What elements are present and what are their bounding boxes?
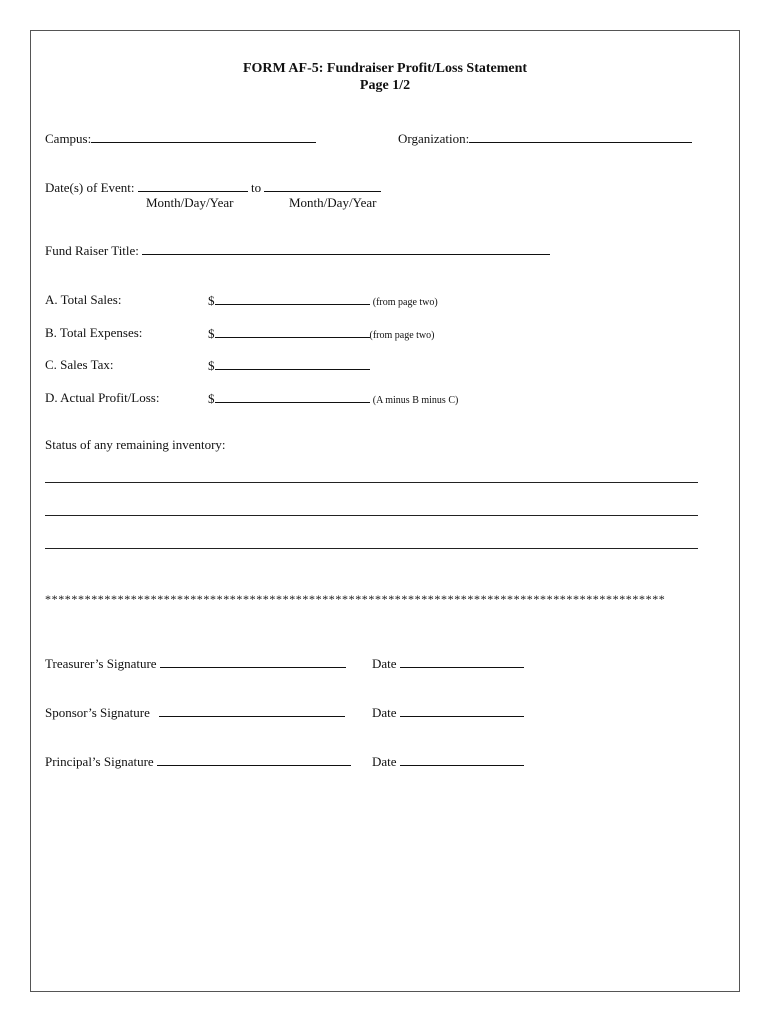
- sales-tax-field[interactable]: [215, 357, 370, 370]
- inventory-line-3[interactable]: [45, 548, 698, 549]
- actual-profit-loss-field[interactable]: [215, 390, 370, 403]
- organization-field[interactable]: [469, 130, 692, 143]
- principal-signature-field[interactable]: [157, 753, 351, 766]
- page-number: Page 1/2: [359, 78, 411, 93]
- total-expenses-note: (from page two): [369, 330, 435, 341]
- treasurer-date-label: Date: [372, 656, 397, 671]
- event-dates-row: [45, 179, 381, 196]
- total-expenses-label: B. Total Expenses:: [45, 325, 143, 340]
- treasurer-date-field[interactable]: [400, 655, 524, 668]
- total-expenses-field[interactable]: [215, 325, 370, 338]
- form-page-border: [30, 30, 740, 992]
- event-dates-to: to: [251, 180, 262, 195]
- total-expenses-row: [208, 325, 434, 342]
- inventory-label: Status of any remaining inventory:: [45, 437, 226, 452]
- treasurer-date-row: [372, 655, 524, 672]
- date-format-hint-2: Month/Day/Year: [289, 195, 377, 210]
- campus-field[interactable]: [91, 130, 316, 143]
- organization-row: [398, 130, 692, 147]
- principal-signature-label: Principal’s Signature: [45, 754, 154, 769]
- section-separator: **********************************************************************************************: [45, 592, 666, 606]
- inventory-line-1[interactable]: [45, 482, 698, 483]
- date-format-hint-1: Month/Day/Year: [146, 195, 234, 210]
- principal-date-row: [372, 753, 524, 770]
- actual-profit-loss-row: [208, 390, 458, 407]
- sponsor-date-label: Date: [372, 705, 397, 720]
- event-start-date-field[interactable]: [138, 179, 248, 192]
- fund-raiser-title-row: [45, 242, 550, 259]
- currency-symbol: $: [208, 293, 215, 308]
- treasurer-signature-field[interactable]: [160, 655, 346, 668]
- fund-raiser-title-field[interactable]: [142, 242, 550, 255]
- organization-label: Organization:: [398, 131, 470, 146]
- principal-date-field[interactable]: [400, 753, 524, 766]
- actual-profit-loss-label: D. Actual Profit/Loss:: [45, 390, 160, 405]
- currency-symbol: $: [208, 358, 215, 373]
- campus-label: Campus:: [45, 131, 92, 146]
- sponsor-signature-row: [45, 704, 345, 721]
- sales-tax-label: C. Sales Tax:: [45, 357, 114, 372]
- fund-raiser-title-label: Fund Raiser Title:: [45, 243, 139, 258]
- sponsor-date-row: [372, 704, 524, 721]
- total-sales-label: A. Total Sales:: [45, 292, 122, 307]
- sponsor-signature-field[interactable]: [159, 704, 345, 717]
- form-title: FORM AF-5: Fundraiser Profit/Loss Statement: [242, 61, 528, 76]
- sponsor-date-field[interactable]: [400, 704, 524, 717]
- currency-symbol: $: [208, 391, 215, 406]
- campus-row: [45, 130, 316, 147]
- event-end-date-field[interactable]: [264, 179, 381, 192]
- principal-date-label: Date: [372, 754, 397, 769]
- total-sales-row: [208, 292, 438, 309]
- total-sales-field[interactable]: [215, 292, 370, 305]
- actual-profit-loss-note: (A minus B minus C): [372, 395, 459, 406]
- treasurer-signature-label: Treasurer’s Signature: [45, 656, 157, 671]
- principal-signature-row: [45, 753, 351, 770]
- treasurer-signature-row: [45, 655, 346, 672]
- currency-symbol: $: [208, 326, 215, 341]
- sales-tax-row: [208, 357, 370, 374]
- inventory-line-2[interactable]: [45, 515, 698, 516]
- total-sales-note: (from page two): [372, 297, 438, 308]
- event-dates-label: Date(s) of Event:: [45, 180, 135, 195]
- sponsor-signature-label: Sponsor’s Signature: [45, 705, 150, 720]
